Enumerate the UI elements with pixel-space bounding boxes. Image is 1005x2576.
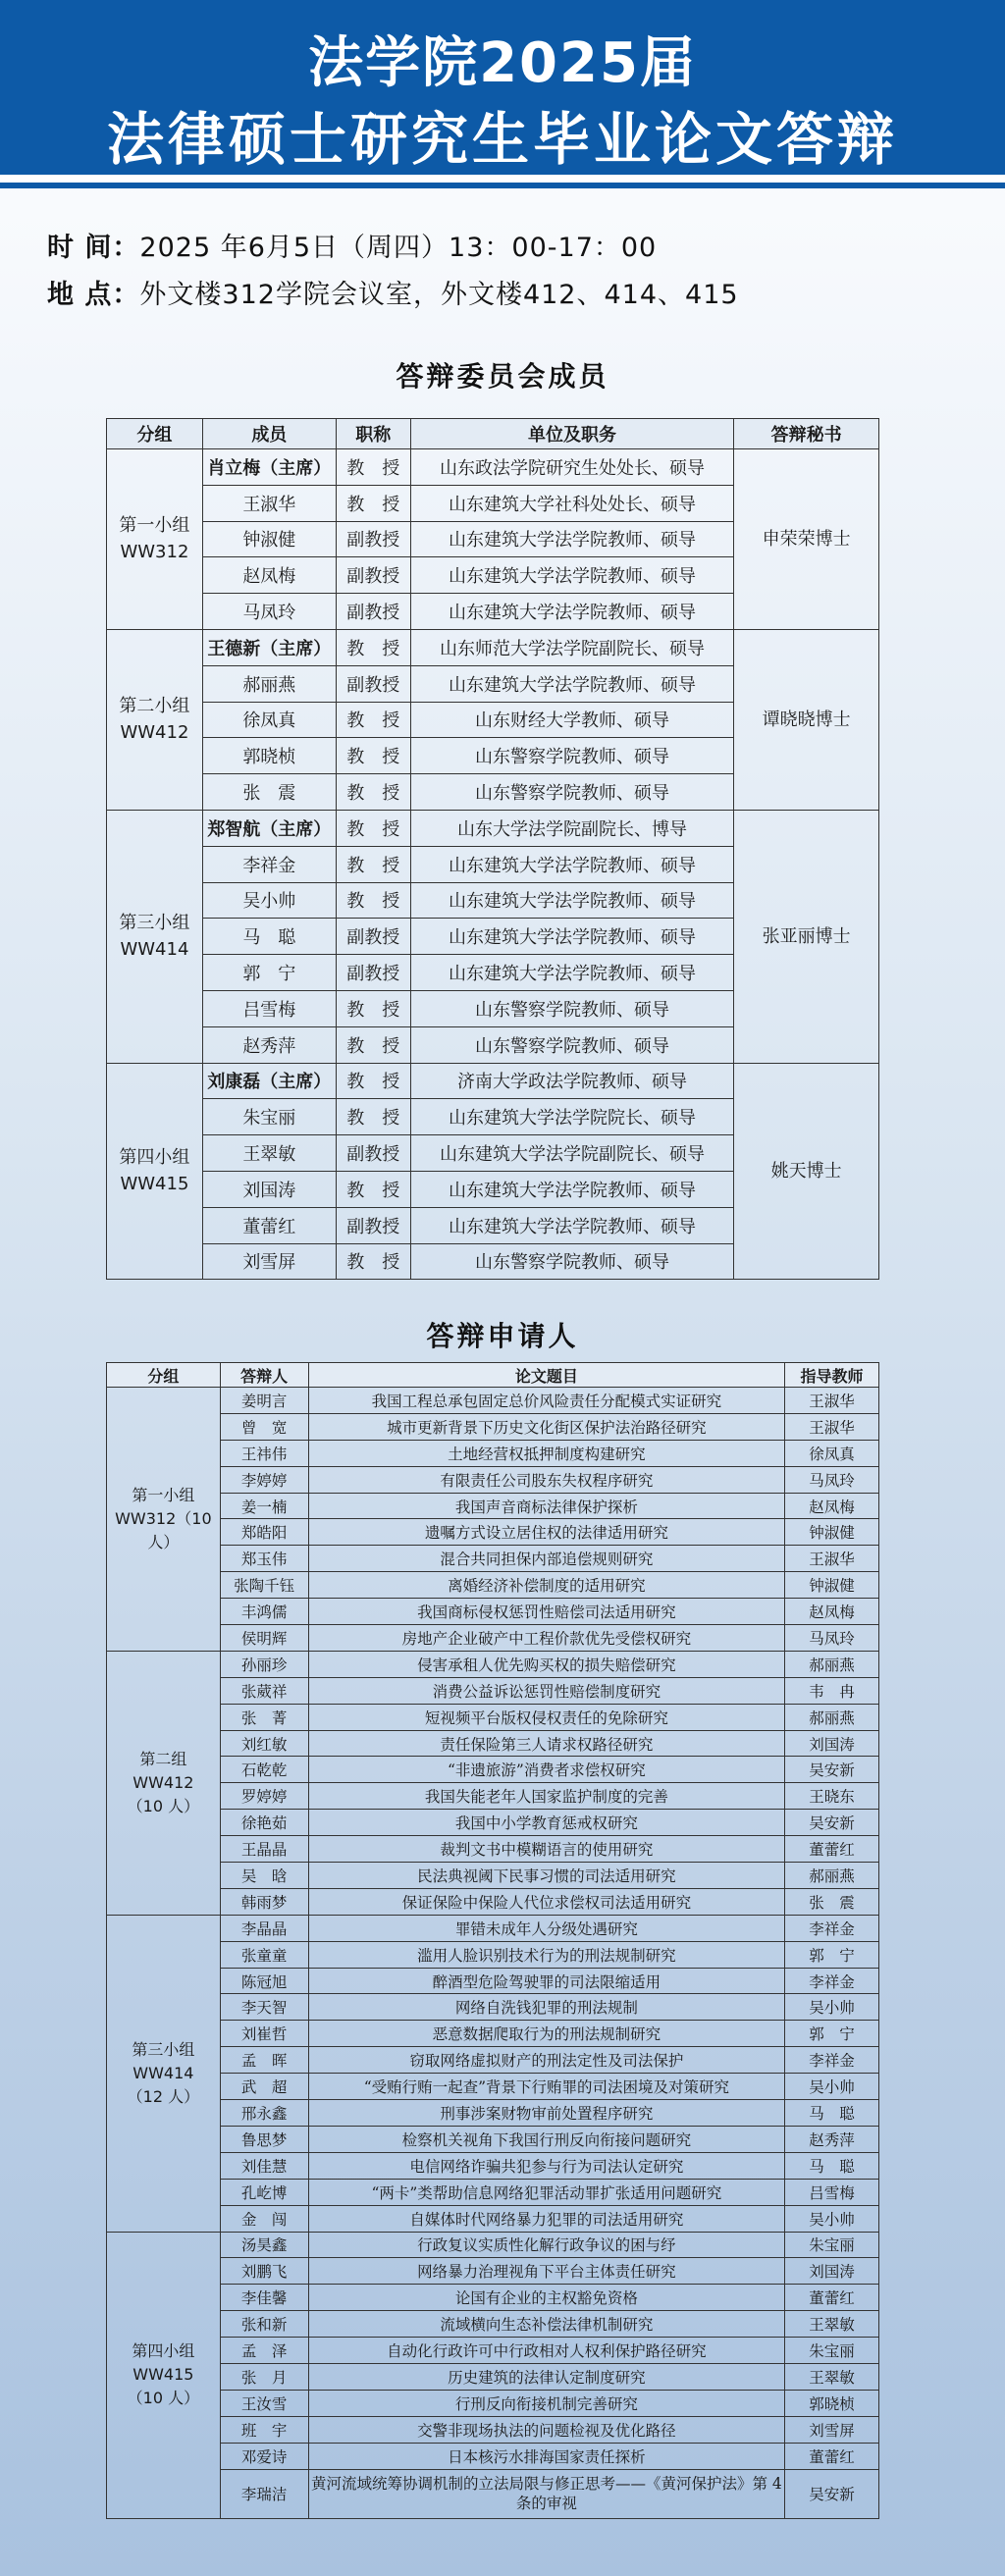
member-title: 教 授 bbox=[336, 846, 410, 882]
advisor-name: 郭 宁 bbox=[785, 2021, 879, 2047]
thesis-title: 黄河流域统筹协调机制的立法局限与修正思考——《黄河保护法》第 4 条的审视 bbox=[308, 2469, 784, 2518]
member-unit: 山东警察学院教师、硕导 bbox=[410, 738, 734, 774]
applicant-row bbox=[107, 1704, 879, 1730]
advisor-name: 徐凤真 bbox=[785, 1440, 879, 1466]
applicant-row bbox=[107, 2469, 879, 2518]
applicant-row bbox=[107, 2179, 879, 2205]
applicant-name: 李婷婷 bbox=[220, 1466, 308, 1493]
thesis-title: “非遗旅游”消费者求偿权研究 bbox=[308, 1757, 784, 1783]
member-title: 教 授 bbox=[336, 449, 410, 486]
applicant-row bbox=[107, 1915, 879, 1941]
applicants-group-cell: 第四小组 WW415 （10 人） bbox=[107, 2232, 221, 2518]
applicant-row bbox=[107, 1968, 879, 1994]
member-unit: 济南大学政法学院教师、硕导 bbox=[410, 1063, 734, 1099]
member-title: 教 授 bbox=[336, 1026, 410, 1063]
member-title: 教 授 bbox=[336, 1243, 410, 1280]
applicant-name: 李佳馨 bbox=[220, 2285, 308, 2311]
member-name: 张 震 bbox=[202, 774, 336, 811]
applicant-name: 侯明辉 bbox=[220, 1625, 308, 1652]
committee-secretary-cell: 谭晓晓博士 bbox=[734, 629, 879, 810]
thesis-title: 有限责任公司股东失权程序研究 bbox=[308, 1466, 784, 1493]
advisor-name: 赵秀萍 bbox=[785, 2126, 879, 2152]
member-name: 吕雪梅 bbox=[202, 990, 336, 1026]
advisor-name: 郝丽燕 bbox=[785, 1704, 879, 1730]
member-title: 教 授 bbox=[336, 485, 410, 521]
member-title: 副教授 bbox=[336, 1135, 410, 1172]
applicants-group-cell: 第三小组 WW414 （12 人） bbox=[107, 1915, 221, 2232]
member-unit: 山东财经大学教师、硕导 bbox=[410, 702, 734, 738]
member-name: 王淑华 bbox=[202, 485, 336, 521]
applicant-name: 刘崔哲 bbox=[220, 2021, 308, 2047]
applicant-name: 罗婷婷 bbox=[220, 1783, 308, 1810]
committee-table bbox=[106, 418, 879, 1280]
applicant-name: 曾 宽 bbox=[220, 1413, 308, 1440]
applicant-row bbox=[107, 2311, 879, 2338]
member-name: 马凤玲 bbox=[202, 594, 336, 630]
applicant-row bbox=[107, 2258, 879, 2285]
applicants-table bbox=[106, 1362, 879, 2519]
applicant-row bbox=[107, 1994, 879, 2021]
committee-column-header: 成员 bbox=[202, 419, 336, 449]
applicant-name: 孔屹博 bbox=[220, 2179, 308, 2205]
committee-group-cell: 第二小组 WW412 bbox=[107, 629, 203, 810]
applicants-column-header: 答辩人 bbox=[220, 1363, 308, 1388]
thesis-title: 自动化行政许可中行政相对人权利保护路径研究 bbox=[308, 2338, 784, 2364]
thesis-title: 混合共同担保内部追偿规则研究 bbox=[308, 1546, 784, 1572]
applicant-row bbox=[107, 1888, 879, 1915]
applicant-row bbox=[107, 2416, 879, 2443]
applicant-row bbox=[107, 1572, 879, 1599]
member-title: 副教授 bbox=[336, 919, 410, 955]
member-name: 朱宝丽 bbox=[202, 1099, 336, 1135]
member-unit: 山东政法学院研究生处处长、硕导 bbox=[410, 449, 734, 486]
thesis-title: 醉酒型危险驾驶罪的司法限缩适用 bbox=[308, 1968, 784, 1994]
thesis-title: 恶意数据爬取行为的刑法规制研究 bbox=[308, 2021, 784, 2047]
advisor-name: 王淑华 bbox=[785, 1388, 879, 1414]
place-label: 地 点： bbox=[47, 280, 140, 310]
member-name: 肖立梅（主席） bbox=[202, 449, 336, 486]
title-line-2: 法律硕士研究生毕业论文答辩 bbox=[106, 106, 898, 173]
applicant-name: 吴 晗 bbox=[220, 1863, 308, 1889]
applicant-row bbox=[107, 1625, 879, 1652]
member-title: 副教授 bbox=[336, 594, 410, 630]
thesis-title: 我国商标侵权惩罚性赔偿司法适用研究 bbox=[308, 1599, 784, 1625]
member-unit: 山东建筑大学法学院副院长、硕导 bbox=[410, 1135, 734, 1172]
member-title: 教 授 bbox=[336, 774, 410, 811]
applicant-row bbox=[107, 2047, 879, 2074]
member-name: 郝丽燕 bbox=[202, 665, 336, 702]
applicant-name: 王晶晶 bbox=[220, 1836, 308, 1863]
committee-header-row bbox=[107, 419, 879, 449]
applicant-row bbox=[107, 1836, 879, 1863]
applicants-group-cell: 第一小组 WW312（10 人） bbox=[107, 1388, 221, 1652]
applicant-row bbox=[107, 1493, 879, 1519]
committee-column-header: 职称 bbox=[336, 419, 410, 449]
applicant-row bbox=[107, 1599, 879, 1625]
member-unit: 山东警察学院教师、硕导 bbox=[410, 990, 734, 1026]
member-unit: 山东建筑大学法学院教师、硕导 bbox=[410, 846, 734, 882]
header-divider-blue bbox=[0, 183, 1005, 188]
applicant-name: 张 菁 bbox=[220, 1704, 308, 1730]
advisor-name: 马 聪 bbox=[785, 2100, 879, 2127]
member-name: 李祥金 bbox=[202, 846, 336, 882]
member-unit: 山东建筑大学法学院教师、硕导 bbox=[410, 1207, 734, 1243]
advisor-name: 李祥金 bbox=[785, 1968, 879, 1994]
thesis-title: 遗嘱方式设立居住权的法律适用研究 bbox=[308, 1519, 784, 1546]
member-unit: 山东警察学院教师、硕导 bbox=[410, 774, 734, 811]
advisor-name: 马凤玲 bbox=[785, 1466, 879, 1493]
member-title: 副教授 bbox=[336, 557, 410, 594]
advisor-name: 吴安新 bbox=[785, 1810, 879, 1836]
place-info bbox=[47, 273, 739, 311]
advisor-name: 钟淑健 bbox=[785, 1572, 879, 1599]
applicant-name: 张 月 bbox=[220, 2363, 308, 2390]
advisor-name: 吴小帅 bbox=[785, 2074, 879, 2100]
thesis-title: 土地经营权抵押制度构建研究 bbox=[308, 1440, 784, 1466]
thesis-title: 消费公益诉讼惩罚性赔偿制度研究 bbox=[308, 1677, 784, 1704]
member-unit: 山东建筑大学法学院院长、硕导 bbox=[410, 1099, 734, 1135]
applicant-name: 刘鹏飞 bbox=[220, 2258, 308, 2285]
advisor-name: 刘国涛 bbox=[785, 2258, 879, 2285]
applicant-row bbox=[107, 2363, 879, 2390]
member-name: 郭晓桢 bbox=[202, 738, 336, 774]
committee-column-header: 单位及职务 bbox=[410, 419, 734, 449]
applicant-name: 汤昊鑫 bbox=[220, 2232, 308, 2258]
member-unit: 山东建筑大学法学院教师、硕导 bbox=[410, 521, 734, 557]
applicant-name: 班 宇 bbox=[220, 2416, 308, 2443]
applicant-name: 徐艳茹 bbox=[220, 1810, 308, 1836]
applicant-row bbox=[107, 2074, 879, 2100]
thesis-title: 房地产企业破产中工程价款优先受偿权研究 bbox=[308, 1625, 784, 1652]
committee-row bbox=[107, 449, 879, 486]
applicants-column-header: 论文题目 bbox=[308, 1363, 784, 1388]
applicant-name: 王汝雪 bbox=[220, 2390, 308, 2416]
member-name: 徐凤真 bbox=[202, 702, 336, 738]
applicant-name: 石乾乾 bbox=[220, 1757, 308, 1783]
thesis-title: 我国声音商标法律保护探析 bbox=[308, 1493, 784, 1519]
applicant-row bbox=[107, 2338, 879, 2364]
applicant-name: 刘红敏 bbox=[220, 1730, 308, 1757]
applicant-row bbox=[107, 2021, 879, 2047]
advisor-name: 王翠敏 bbox=[785, 2311, 879, 2338]
applicant-row bbox=[107, 2390, 879, 2416]
applicant-name: 张陶千钰 bbox=[220, 1572, 308, 1599]
advisor-name: 王淑华 bbox=[785, 1546, 879, 1572]
advisor-name: 刘雪屏 bbox=[785, 2416, 879, 2443]
applicants-section-title: 答辩申请人 bbox=[426, 1320, 579, 1352]
applicant-row bbox=[107, 2100, 879, 2127]
member-name: 刘国涛 bbox=[202, 1171, 336, 1207]
applicant-name: 陈冠旭 bbox=[220, 1968, 308, 1994]
thesis-title: 窃取网络虚拟财产的刑法定性及司法保护 bbox=[308, 2047, 784, 2074]
applicant-row bbox=[107, 2126, 879, 2152]
applicant-row bbox=[107, 1519, 879, 1546]
thesis-title: 自媒体时代网络暴力犯罪的司法适用研究 bbox=[308, 2205, 784, 2232]
member-title: 教 授 bbox=[336, 882, 410, 919]
advisor-name: 马 聪 bbox=[785, 2152, 879, 2179]
member-name: 赵秀萍 bbox=[202, 1026, 336, 1063]
member-title: 教 授 bbox=[336, 629, 410, 665]
advisor-name: 李祥金 bbox=[785, 2047, 879, 2074]
applicant-name: 姜一楠 bbox=[220, 1493, 308, 1519]
thesis-title: 滥用人脸识别技术行为的刑法规制研究 bbox=[308, 1941, 784, 1968]
member-name: 马 聪 bbox=[202, 919, 336, 955]
advisor-name: 董蕾红 bbox=[785, 2285, 879, 2311]
member-name: 钟淑健 bbox=[202, 521, 336, 557]
applicant-row bbox=[107, 1413, 879, 1440]
advisor-name: 马凤玲 bbox=[785, 1625, 879, 1652]
applicant-row bbox=[107, 1388, 879, 1414]
applicant-name: 孟 泽 bbox=[220, 2338, 308, 2364]
header-divider-white bbox=[0, 175, 1005, 183]
thesis-title: 网络暴力治理视角下平台主体责任研究 bbox=[308, 2258, 784, 2285]
time-info bbox=[47, 226, 657, 264]
thesis-title: 历史建筑的法律认定制度研究 bbox=[308, 2363, 784, 2390]
member-title: 教 授 bbox=[336, 1171, 410, 1207]
applicants-header-row bbox=[107, 1363, 879, 1388]
thesis-title: 短视频平台版权侵权责任的免除研究 bbox=[308, 1704, 784, 1730]
member-title: 教 授 bbox=[336, 810, 410, 846]
advisor-name: 李祥金 bbox=[785, 1915, 879, 1941]
member-name: 王德新（主席） bbox=[202, 629, 336, 665]
applicant-name: 李晶晶 bbox=[220, 1915, 308, 1941]
member-unit: 山东建筑大学社科处处长、硕导 bbox=[410, 485, 734, 521]
advisor-name: 王淑华 bbox=[785, 1413, 879, 1440]
member-name: 董蕾红 bbox=[202, 1207, 336, 1243]
member-title: 副教授 bbox=[336, 955, 410, 991]
thesis-title: 我国中小学教育惩戒权研究 bbox=[308, 1810, 784, 1836]
applicant-name: 郑皓阳 bbox=[220, 1519, 308, 1546]
applicants-column-header: 指导教师 bbox=[785, 1363, 879, 1388]
advisor-name: 张 震 bbox=[785, 1888, 879, 1915]
applicant-name: 武 超 bbox=[220, 2074, 308, 2100]
applicant-name: 韩雨梦 bbox=[220, 1888, 308, 1915]
advisor-name: 郝丽燕 bbox=[785, 1863, 879, 1889]
applicant-row bbox=[107, 1757, 879, 1783]
applicant-row bbox=[107, 1810, 879, 1836]
member-unit: 山东警察学院教师、硕导 bbox=[410, 1026, 734, 1063]
applicant-name: 金 闯 bbox=[220, 2205, 308, 2232]
applicant-name: 张童童 bbox=[220, 1941, 308, 1968]
time-value: 2025 年6月5日（周四）13：00-17：00 bbox=[139, 233, 658, 263]
advisor-name: 朱宝丽 bbox=[785, 2232, 879, 2258]
advisor-name: 赵凤梅 bbox=[785, 1493, 879, 1519]
member-title: 教 授 bbox=[336, 1063, 410, 1099]
member-name: 郑智航（主席） bbox=[202, 810, 336, 846]
member-name: 刘雪屏 bbox=[202, 1243, 336, 1280]
committee-group-cell: 第四小组 WW415 bbox=[107, 1063, 203, 1280]
time-label: 时 间： bbox=[47, 233, 140, 263]
thesis-title: 日本核污水排海国家责任探析 bbox=[308, 2443, 784, 2469]
committee-secretary-cell: 申荣荣博士 bbox=[734, 449, 879, 630]
member-unit: 山东建筑大学法学院教师、硕导 bbox=[410, 665, 734, 702]
applicant-row bbox=[107, 1440, 879, 1466]
member-title: 教 授 bbox=[336, 702, 410, 738]
member-unit: 山东大学法学院副院长、博导 bbox=[410, 810, 734, 846]
advisor-name: 董蕾红 bbox=[785, 1836, 879, 1863]
applicant-name: 李瑞洁 bbox=[220, 2469, 308, 2518]
applicant-name: 张葳祥 bbox=[220, 1677, 308, 1704]
applicant-row bbox=[107, 2205, 879, 2232]
applicant-name: 刘佳慧 bbox=[220, 2152, 308, 2179]
member-unit: 山东建筑大学法学院教师、硕导 bbox=[410, 594, 734, 630]
thesis-title: 电信网络诈骗共犯参与行为司法认定研究 bbox=[308, 2152, 784, 2179]
thesis-title: 刑事涉案财物审前处置程序研究 bbox=[308, 2100, 784, 2127]
member-unit: 山东建筑大学法学院教师、硕导 bbox=[410, 919, 734, 955]
member-title: 副教授 bbox=[336, 521, 410, 557]
member-title: 副教授 bbox=[336, 665, 410, 702]
advisor-name: 郭晓桢 bbox=[785, 2390, 879, 2416]
member-title: 教 授 bbox=[336, 990, 410, 1026]
applicant-name: 丰鸿儒 bbox=[220, 1599, 308, 1625]
applicant-name: 郑玉伟 bbox=[220, 1546, 308, 1572]
member-unit: 山东建筑大学法学院教师、硕导 bbox=[410, 882, 734, 919]
advisor-name: 郭 宁 bbox=[785, 1941, 879, 1968]
applicant-row bbox=[107, 1783, 879, 1810]
advisor-name: 吕雪梅 bbox=[785, 2179, 879, 2205]
applicants-group-cell: 第二组 WW412 （10 人） bbox=[107, 1651, 221, 1915]
header-banner bbox=[0, 0, 1005, 175]
committee-column-header: 分组 bbox=[107, 419, 203, 449]
applicant-name: 孟 晖 bbox=[220, 2047, 308, 2074]
thesis-title: 论国有企业的主权豁免资格 bbox=[308, 2285, 784, 2311]
thesis-title: 检察机关视角下我国行刑反向衔接问题研究 bbox=[308, 2126, 784, 2152]
applicant-name: 王祎伟 bbox=[220, 1440, 308, 1466]
committee-secretary-cell: 张亚丽博士 bbox=[734, 810, 879, 1063]
thesis-title: 我国失能老年人国家监护制度的完善 bbox=[308, 1783, 784, 1810]
thesis-title: 保证保险中保险人代位求偿权司法适用研究 bbox=[308, 1888, 784, 1915]
thesis-title: 流域横向生态补偿法律机制研究 bbox=[308, 2311, 784, 2338]
advisor-name: 刘国涛 bbox=[785, 1730, 879, 1757]
member-title: 教 授 bbox=[336, 738, 410, 774]
advisor-name: 赵凤梅 bbox=[785, 1599, 879, 1625]
committee-row bbox=[107, 810, 879, 846]
member-title: 教 授 bbox=[336, 1099, 410, 1135]
committee-column-header: 答辩秘书 bbox=[734, 419, 879, 449]
committee-row bbox=[107, 629, 879, 665]
member-name: 王翠敏 bbox=[202, 1135, 336, 1172]
advisor-name: 吴小帅 bbox=[785, 1994, 879, 2021]
advisor-name: 吴小帅 bbox=[785, 2205, 879, 2232]
applicant-name: 孙丽珍 bbox=[220, 1651, 308, 1677]
applicant-row bbox=[107, 2152, 879, 2179]
thesis-title: 城市更新背景下历史文化街区保护法治路径研究 bbox=[308, 1413, 784, 1440]
advisor-name: 吴安新 bbox=[785, 2469, 879, 2518]
applicant-name: 李天智 bbox=[220, 1994, 308, 2021]
committee-secretary-cell: 姚天博士 bbox=[734, 1063, 879, 1280]
applicant-row bbox=[107, 2232, 879, 2258]
member-unit: 山东建筑大学法学院教师、硕导 bbox=[410, 955, 734, 991]
applicant-name: 邢永鑫 bbox=[220, 2100, 308, 2127]
thesis-title: 侵害承租人优先购买权的损失赔偿研究 bbox=[308, 1651, 784, 1677]
thesis-title: 行政复议实质性化解行政争议的困与纾 bbox=[308, 2232, 784, 2258]
thesis-title: 行刑反向衔接机制完善研究 bbox=[308, 2390, 784, 2416]
advisor-name: 韦 冉 bbox=[785, 1677, 879, 1704]
applicant-row bbox=[107, 1730, 879, 1757]
member-name: 赵凤梅 bbox=[202, 557, 336, 594]
applicant-name: 张和新 bbox=[220, 2311, 308, 2338]
member-title: 副教授 bbox=[336, 1207, 410, 1243]
thesis-title: 责任保险第三人请求权路径研究 bbox=[308, 1730, 784, 1757]
member-unit: 山东建筑大学法学院教师、硕导 bbox=[410, 557, 734, 594]
thesis-title: 网络自洗钱犯罪的刑法规制 bbox=[308, 1994, 784, 2021]
applicant-name: 邓爱诗 bbox=[220, 2443, 308, 2469]
thesis-title: 罪错未成年人分级处遇研究 bbox=[308, 1915, 784, 1941]
advisor-name: 朱宝丽 bbox=[785, 2338, 879, 2364]
thesis-title: 民法典视阈下民事习惯的司法适用研究 bbox=[308, 1863, 784, 1889]
thesis-title: 离婚经济补偿制度的适用研究 bbox=[308, 1572, 784, 1599]
committee-row bbox=[107, 1063, 879, 1099]
thesis-title: “两卡”类帮助信息网络犯罪活动罪扩张适用问题研究 bbox=[308, 2179, 784, 2205]
member-name: 郭 宁 bbox=[202, 955, 336, 991]
advisor-name: 王晓东 bbox=[785, 1783, 879, 1810]
applicants-column-header: 分组 bbox=[107, 1363, 221, 1388]
committee-group-cell: 第三小组 WW414 bbox=[107, 810, 203, 1063]
applicant-row bbox=[107, 1863, 879, 1889]
thesis-title: 我国工程总承包固定总价风险责任分配模式实证研究 bbox=[308, 1388, 784, 1414]
applicant-row bbox=[107, 2285, 879, 2311]
applicant-name: 鲁思梦 bbox=[220, 2126, 308, 2152]
title-line-1: 法学院2025届 bbox=[308, 31, 697, 95]
member-unit: 山东师范大学法学院副院长、硕导 bbox=[410, 629, 734, 665]
advisor-name: 董蕾红 bbox=[785, 2443, 879, 2469]
advisor-name: 郝丽燕 bbox=[785, 1651, 879, 1677]
committee-section-title: 答辩委员会成员 bbox=[396, 360, 609, 393]
member-unit: 山东警察学院教师、硕导 bbox=[410, 1243, 734, 1280]
advisor-name: 钟淑健 bbox=[785, 1519, 879, 1546]
thesis-title: 交警非现场执法的问题检视及优化路径 bbox=[308, 2416, 784, 2443]
applicant-name: 姜明言 bbox=[220, 1388, 308, 1414]
thesis-title: 裁判文书中模糊语言的使用研究 bbox=[308, 1836, 784, 1863]
advisor-name: 王翠敏 bbox=[785, 2363, 879, 2390]
member-name: 刘康磊（主席） bbox=[202, 1063, 336, 1099]
advisor-name: 吴安新 bbox=[785, 1757, 879, 1783]
applicant-row bbox=[107, 2443, 879, 2469]
applicant-row bbox=[107, 1651, 879, 1677]
applicant-row bbox=[107, 1466, 879, 1493]
member-unit: 山东建筑大学法学院教师、硕导 bbox=[410, 1171, 734, 1207]
applicant-row bbox=[107, 1546, 879, 1572]
thesis-title: “受贿行贿一起查”背景下行贿罪的司法困境及对策研究 bbox=[308, 2074, 784, 2100]
committee-group-cell: 第一小组 WW312 bbox=[107, 449, 203, 630]
place-value: 外文楼312学院会议室，外文楼412、414、415 bbox=[139, 280, 739, 310]
applicant-row bbox=[107, 1677, 879, 1704]
member-name: 吴小帅 bbox=[202, 882, 336, 919]
applicant-row bbox=[107, 1941, 879, 1968]
